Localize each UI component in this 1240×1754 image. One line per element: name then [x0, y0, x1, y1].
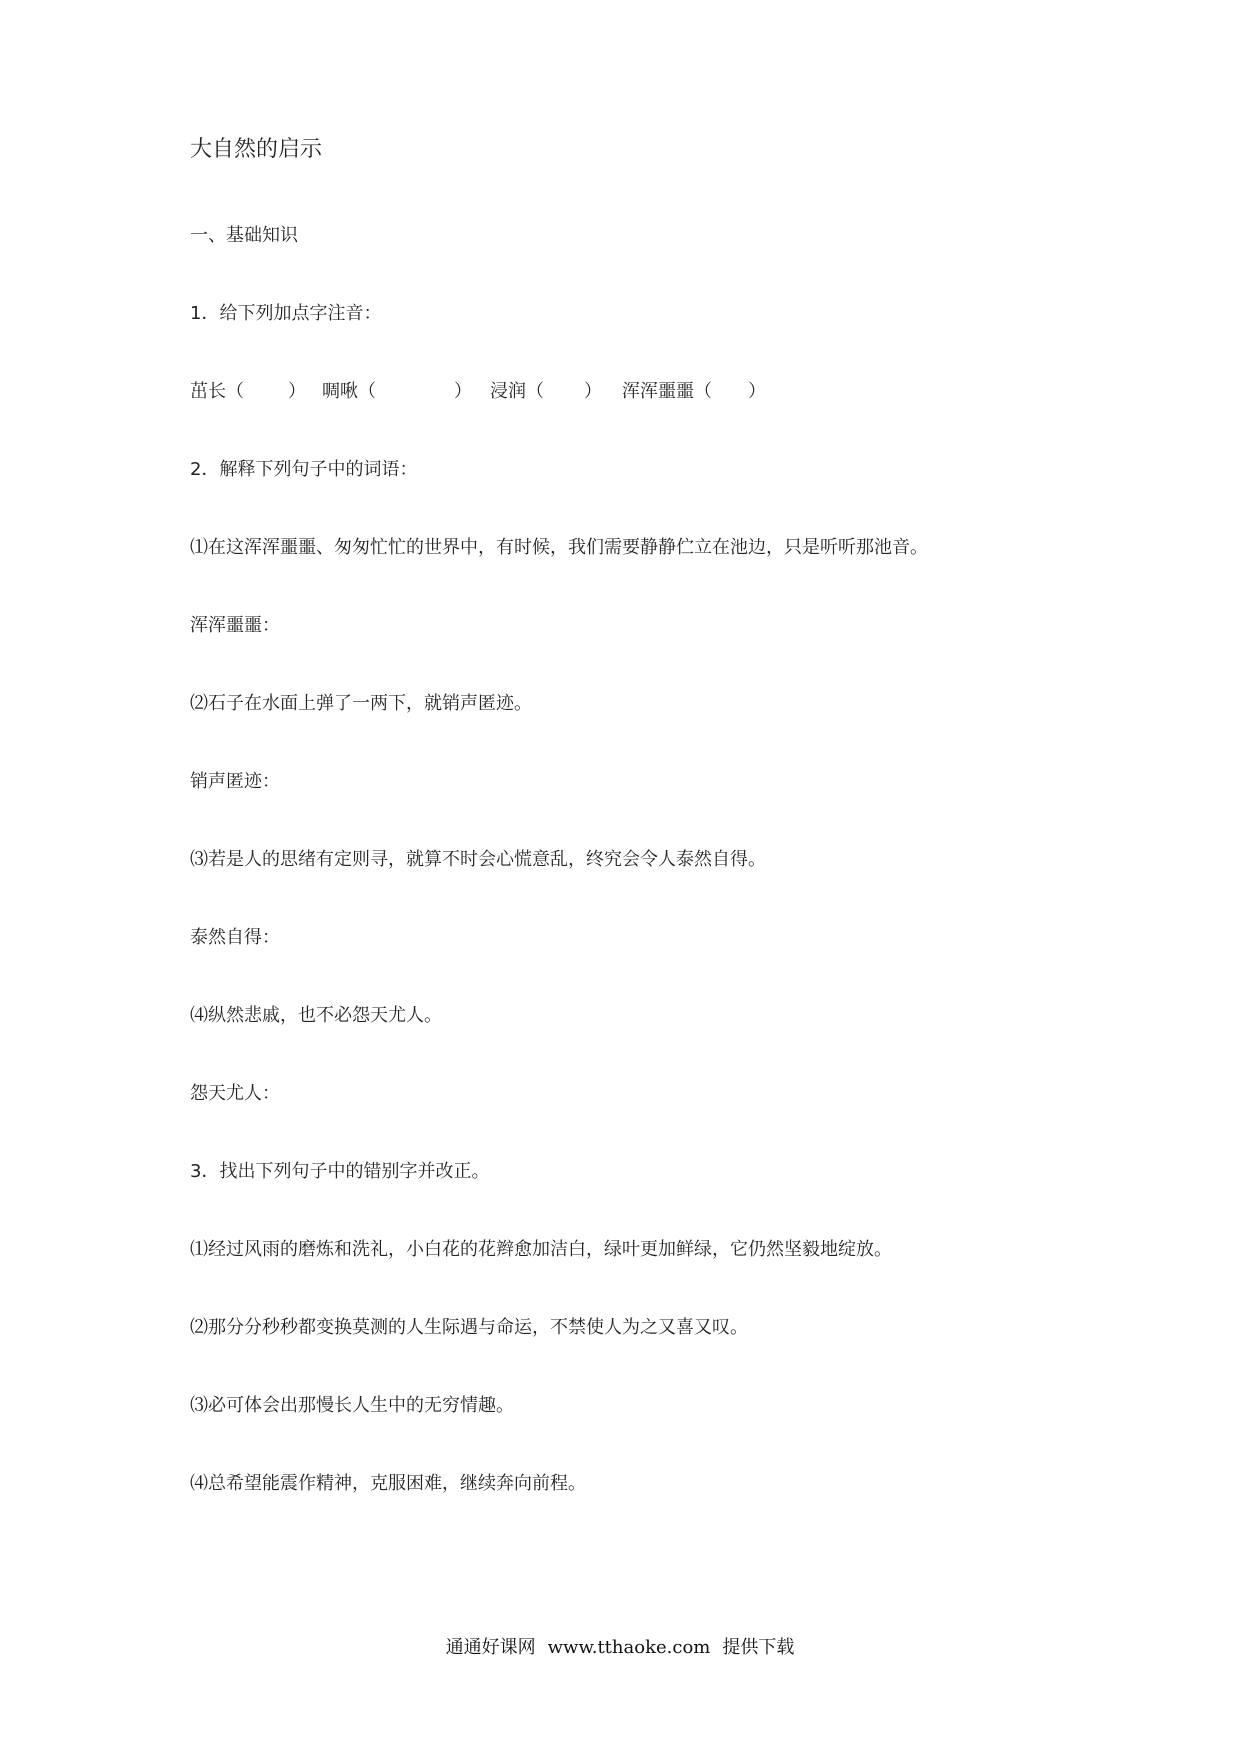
pinyin-blank-close: ）: [454, 381, 472, 402]
pinyin-word: 茁长（: [190, 381, 244, 402]
pinyin-item: [190, 380, 306, 404]
question-1-heading: 1．给下列加点字注音：: [190, 303, 382, 324]
footer-suffix: 提供下载: [722, 1637, 795, 1658]
footer-url[interactable]: www.tthaoke.com: [547, 1637, 711, 1658]
pinyin-blank-close: ）: [748, 381, 766, 402]
pinyin-blank-close: ）: [288, 381, 306, 402]
sentence: ⑵石子在水面上弹了一两下，就销声匿迹。: [190, 693, 532, 714]
pinyin-word: 浸润（: [490, 381, 544, 402]
sentence: ⑴经过风雨的磨炼和洗礼，小白花的花辫愈加洁白，绿叶更加鲜绿，它仍然坚毅地绽放。: [190, 1239, 892, 1260]
term-label: 浑浑噩噩：: [190, 615, 280, 636]
pinyin-word: 啁啾（: [322, 381, 376, 402]
pinyin-item: [490, 380, 602, 404]
page-title: 大自然的启示: [190, 137, 323, 162]
pinyin-item: [622, 380, 766, 404]
sentence: ⑵那分分秒秒都变换莫测的人生际遇与命运，不禁使人为之又喜又叹。: [190, 1317, 748, 1338]
sentence: ⑷总希望能震作精神，克服困难，继续奔向前程。: [190, 1473, 586, 1494]
footer: [0, 1636, 1240, 1660]
sentence: ⑴在这浑浑噩噩、匆匆忙忙的世界中，有时候，我们需要静静伫立在池边，只是听听那池音。: [190, 537, 928, 558]
term-label: 泰然自得：: [190, 927, 280, 948]
term-label: 怨天尤人：: [190, 1083, 280, 1104]
footer-site-name: 通通好课网: [445, 1637, 536, 1658]
pinyin-word: 浑浑噩噩（: [622, 381, 712, 402]
question-2-heading: 2．解释下列句子中的词语：: [190, 459, 418, 480]
pinyin-item: [322, 380, 472, 404]
sentence: ⑶必可体会出那慢长人生中的无穷情趣。: [190, 1395, 514, 1416]
term-label: 销声匿迹：: [190, 771, 280, 792]
pinyin-blank-close: ）: [584, 381, 602, 402]
section-heading: 一、基础知识: [190, 225, 298, 246]
sentence: ⑷纵然悲戚，也不必怨天尤人。: [190, 1005, 442, 1026]
question-3-heading: 3．找出下列句子中的错别字并改正。: [190, 1161, 490, 1182]
sentence: ⑶若是人的思绪有定则寻，就算不时会心慌意乱，终究会令人泰然自得。: [190, 849, 766, 870]
